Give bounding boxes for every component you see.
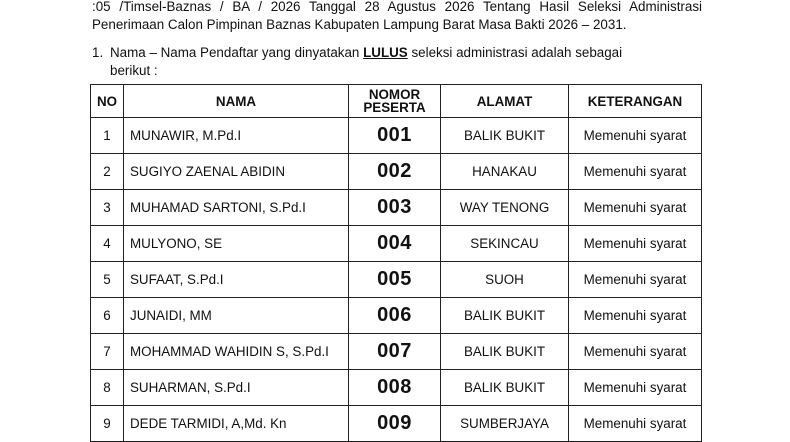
nomor-peserta-value: 003: [377, 196, 412, 218]
row-keterangan: Memenuhi syarat: [569, 154, 702, 190]
intro-line-2: Penerimaan Calon Pimpinan Baznas Kabupaten Lampung Barat Masa Bakti 2026 – 2031.: [92, 17, 627, 32]
table-row: [91, 334, 702, 370]
row-no: 1: [91, 118, 124, 154]
row-nomor-peserta: [349, 190, 441, 226]
table-row: [91, 190, 702, 226]
row-keterangan: Memenuhi syarat: [569, 406, 702, 442]
row-no: 5: [91, 262, 124, 298]
row-nama: MOHAMMAD WAHIDIN S, S.Pd.I: [124, 334, 349, 370]
row-keterangan: Memenuhi syarat: [569, 226, 702, 262]
table-row: [91, 370, 702, 406]
nomor-peserta-value: 004: [377, 232, 412, 254]
row-no: 7: [91, 334, 124, 370]
row-nomor-peserta: [349, 370, 441, 406]
row-nama: SUFAAT, S.Pd.I: [124, 262, 349, 298]
row-nomor-peserta: [349, 262, 441, 298]
header-nomor-line-1: NOMOR: [368, 87, 421, 102]
row-nomor-peserta: [349, 334, 441, 370]
row-keterangan: Memenuhi syarat: [569, 370, 702, 406]
row-alamat: WAY TENONG: [441, 190, 569, 226]
table-row: [91, 118, 702, 154]
nomor-peserta-value: 007: [377, 340, 412, 362]
table-header-row: [91, 85, 702, 118]
row-no: 2: [91, 154, 124, 190]
results-table: [90, 84, 702, 442]
nomor-peserta-value: 002: [377, 160, 412, 182]
row-alamat: BALIK BUKIT: [441, 370, 569, 406]
row-nomor-peserta: [349, 298, 441, 334]
nomor-peserta-value: 008: [377, 376, 412, 398]
row-no: 3: [91, 190, 124, 226]
row-nomor-peserta: [349, 226, 441, 262]
header-nomor-line-2: PESERTA: [363, 100, 426, 115]
row-nomor-peserta: [349, 406, 441, 442]
row-no: 4: [91, 226, 124, 262]
lulus-emphasis: LULUS: [363, 45, 408, 60]
nomor-peserta-value: 005: [377, 268, 412, 290]
row-alamat: SUMBERJAYA: [441, 406, 569, 442]
nomor-peserta-value: 006: [377, 304, 412, 326]
row-keterangan: Memenuhi syarat: [569, 190, 702, 226]
table-row: [91, 262, 702, 298]
header-no: NO: [91, 85, 124, 118]
row-nama: SUGIYO ZAENAL ABIDIN: [124, 154, 349, 190]
row-nama: DEDE TARMIDI, A,Md. Kn: [124, 406, 349, 442]
row-alamat: HANAKAU: [441, 154, 569, 190]
row-nama: SUHARMAN, S.Pd.I: [124, 370, 349, 406]
intro-line-1: :05 /Timsel-Baznas / BA / 2026 Tanggal 28 Agustus 2026 Tentang Hasil Seleksi Administrasi: [92, 0, 702, 14]
header-nama: NAMA: [124, 85, 349, 118]
list-item-number: 1.: [92, 45, 104, 60]
table-row: [91, 298, 702, 334]
row-alamat: BALIK BUKIT: [441, 334, 569, 370]
list-item-text-after: seleksi administrasi adalah sebagai: [407, 45, 623, 60]
row-nama: MUHAMAD SARTONI, S.Pd.I: [124, 190, 349, 226]
row-keterangan: Memenuhi syarat: [569, 334, 702, 370]
row-keterangan: Memenuhi syarat: [569, 118, 702, 154]
list-item-line-2: berikut :: [110, 63, 158, 78]
table-row: [91, 406, 702, 442]
row-nama: JUNAIDI, MM: [124, 298, 349, 334]
header-alamat: ALAMAT: [441, 85, 569, 118]
row-alamat: BALIK BUKIT: [441, 118, 569, 154]
row-nama: MUNAWIR, M.Pd.I: [124, 118, 349, 154]
header-nomor-peserta: [349, 85, 441, 118]
intro-paragraph: [92, 0, 702, 34]
row-nama: MULYONO, SE: [124, 226, 349, 262]
table-row: [91, 154, 702, 190]
row-no: 8: [91, 370, 124, 406]
row-nomor-peserta: [349, 154, 441, 190]
row-alamat: SUOH: [441, 262, 569, 298]
header-keterangan: KETERANGAN: [569, 85, 702, 118]
table-row: [91, 226, 702, 262]
row-keterangan: Memenuhi syarat: [569, 298, 702, 334]
row-alamat: BALIK BUKIT: [441, 298, 569, 334]
row-nomor-peserta: [349, 118, 441, 154]
row-no: 6: [91, 298, 124, 334]
nomor-peserta-value: 001: [377, 124, 412, 146]
list-item-text: [110, 44, 700, 62]
row-alamat: SEKINCAU: [441, 226, 569, 262]
nomor-peserta-value: 009: [377, 412, 412, 434]
row-no: 9: [91, 406, 124, 442]
list-item-text-before: Nama – Nama Pendaftar yang dinyatakan: [110, 45, 364, 60]
row-keterangan: Memenuhi syarat: [569, 262, 702, 298]
